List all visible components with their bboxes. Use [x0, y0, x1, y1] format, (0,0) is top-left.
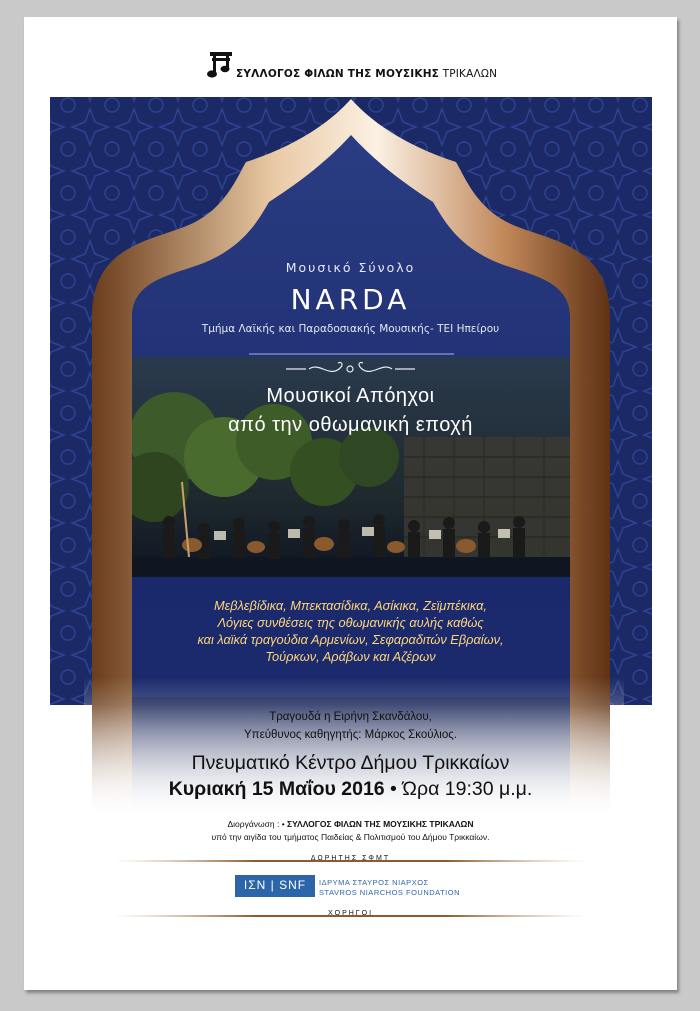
genre-line: Τούρκων, Αράβων και Αζέρων [265, 649, 436, 664]
genre-line: Μεβλεβίδικα, Μπεκτασίδικα, Ασίκικα, Ζεϊμπέκικα, [214, 598, 487, 613]
org-header [204, 47, 504, 87]
poster-artwork [24, 17, 677, 990]
singer-credit: Τραγουδά η Ειρήνη Σκανδάλου, [269, 711, 432, 723]
snf-logo-text: ΙΣΝ | SNF [243, 878, 307, 892]
sponsors-label: ΧΟΡΗΓΟΙ [327, 910, 374, 917]
snf-name-english: STAVROS NIARCHOS FOUNDATION [319, 888, 461, 897]
concert-title-line-2: από την οθωμανική εποχή [228, 414, 473, 436]
poster [24, 17, 677, 990]
venue: Πνευματικό Κέντρο Δήμου Τρικκαίων [191, 752, 510, 774]
organizer-prefix: Διοργάνωση : • [227, 819, 288, 829]
org-name-bold: ΣΥΛΛΟΓΟΣ ΦΙΛΩΝ ΤΗΣ ΜΟΥΣΙΚΗΣ [236, 68, 440, 80]
snf-logo [235, 875, 315, 897]
department-line: Τμήμα Λαϊκής και Παραδοσιακής Μουσικής- ΤΕΙ Ηπείρου [201, 323, 500, 335]
genre-line: Λόγιες συνθέσεις της οθωμανικής αυλής καθώς [217, 615, 484, 630]
donor-label: ΔΩΡΗΤΗΣ ΣΦΜΤ [310, 855, 391, 862]
event-time: • Ώρα 19:30 μ.μ. [384, 778, 533, 800]
ensemble-name: NARDA [290, 283, 411, 316]
genre-line: και λαϊκά τραγούδια Αρμενίων, Σεφαραδιτών Εβραίων, [197, 632, 504, 647]
professor-credit: Υπεύθυνος καθηγητής: Μάρκος Σκούλιος. [243, 729, 457, 741]
event-datetime [24, 778, 677, 801]
ensemble-label: Μουσικό Σύνολο [285, 260, 416, 275]
snf-name-greek: ΙΔΡΥΜΑ ΣΤΑΥΡΟΣ ΝΙΑΡΧΟΣ [319, 878, 429, 887]
org-name [236, 68, 497, 80]
concert-title-line-1: Μουσικοί Απόηχοι [266, 385, 435, 407]
event-date: Κυριακή 15 Μαΐου 2016 [168, 778, 385, 800]
organizer-name: ΣΥΛΛΟΓΟΣ ΦΙΛΩΝ ΤΗΣ ΜΟΥΣΙΚΗΣ ΤΡΙΚΑΛΩΝ [287, 819, 474, 829]
org-name-city: ΤΡΙΚΑΛΩΝ [439, 68, 498, 80]
aegis-line: υπό την αιγίδα του τμήματος Παιδείας & Πολιτισμού του Δήμου Τρικκαίων. [211, 832, 490, 842]
organizer-line [24, 819, 677, 829]
music-note-logo-icon [204, 47, 238, 81]
